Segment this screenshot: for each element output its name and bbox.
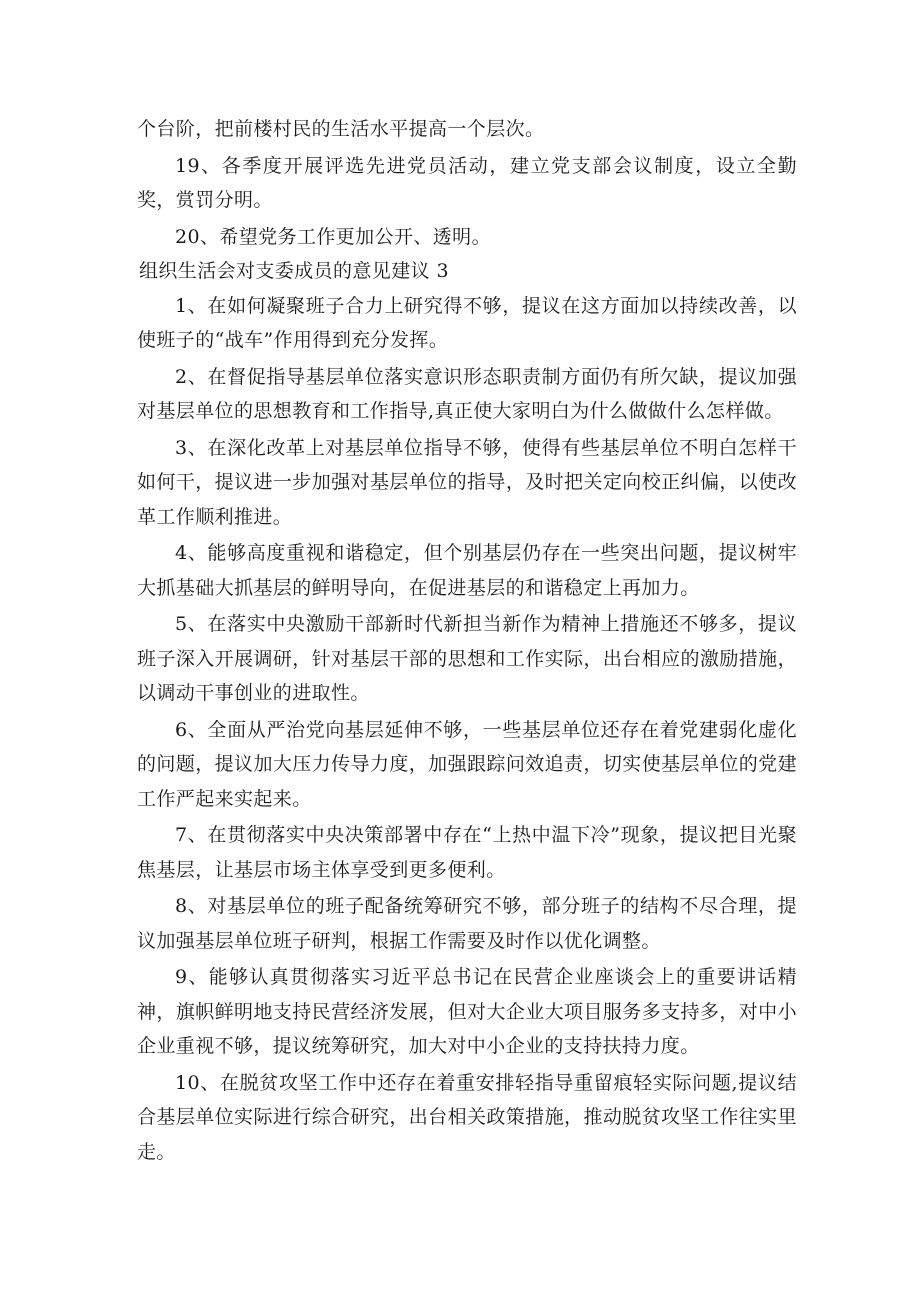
- list-item: 9、能够认真贯彻落实习近平总书记在民营企业座谈会上的重要讲话精神，旗帜鲜明地支持民营经济发展，但对大企业大项目服务多支持多，对中小企业重视不够，提议统筹研究，加大对中小企业的支持扶持力度。: [137, 966, 797, 1057]
- list-item: 20、希望党务工作更加公开、透明。: [175, 225, 491, 248]
- document-body: [137, 112, 797, 1169]
- list-item: 2、在督促指导基层单位落实意识形态职责制方面仍有所欠缺，提议加强对基层单位的思想教育和工作指导,真正使大家明白为什么做做什么怎样做。: [137, 365, 797, 422]
- continuation-paragraph: 个台阶，把前楼村民的生活水平提高一个层次。: [137, 118, 545, 140]
- list-item: 6、全面从严治党向基层延伸不够，一些基层单位还存在着党建弱化虚化的问题，提议加大压力传导力度，加强跟踪问效追责，切实使基层单位的党建工作严起来实起来。: [137, 718, 797, 810]
- list-item: 10、在脱贫攻坚工作中还存在着重安排轻指导重留痕轻实际问题,提议结合基层单位实际进行综合研究，出台相关政策措施，推动脱贫攻坚工作往实里走。: [137, 1071, 797, 1163]
- section-title: 组织生活会对支委成员的意见建议 3: [139, 260, 449, 282]
- list-item: 19、各季度开展评选先进党员活动，建立党支部会议制度，设立全勤奖，赏罚分明。: [137, 154, 797, 211]
- list-item: 3、在深化改革上对基层单位指导不够，使得有些基层单位不明白怎样干如何干，提议进一步加强对基层单位的指导，及时把关定向校正纠偏，以使改革工作顺利推进。: [137, 436, 797, 528]
- list-item: 8、对基层单位的班子配备统筹研究不够，部分班子的结构不尽合理，提议加强基层单位班子研判，根据工作需要及时作以优化调整。: [137, 895, 797, 952]
- list-item: 5、在落实中央激励干部新时代新担当新作为精神上措施还不够多，提议班子深入开展调研，针对基层干部的思想和工作实际，出台相应的激励措施，以调动干事创业的进取性。: [137, 613, 797, 704]
- list-item: 1、在如何凝聚班子合力上研究得不够，提议在这方面加以持续改善，以使班子的“战车”作用得到充分发挥。: [137, 294, 797, 351]
- list-item: 4、能够高度重视和谐稳定，但个别基层仍存在一些突出问题，提议树牢大抓基础大抓基层的鲜明导向，在促进基层的和谐稳定上再加力。: [137, 542, 797, 599]
- list-item: 7、在贯彻落实中央决策部署中存在“上热中温下冷”现象，提议把目光聚焦基层，让基层市场主体享受到更多便利。: [137, 824, 797, 881]
